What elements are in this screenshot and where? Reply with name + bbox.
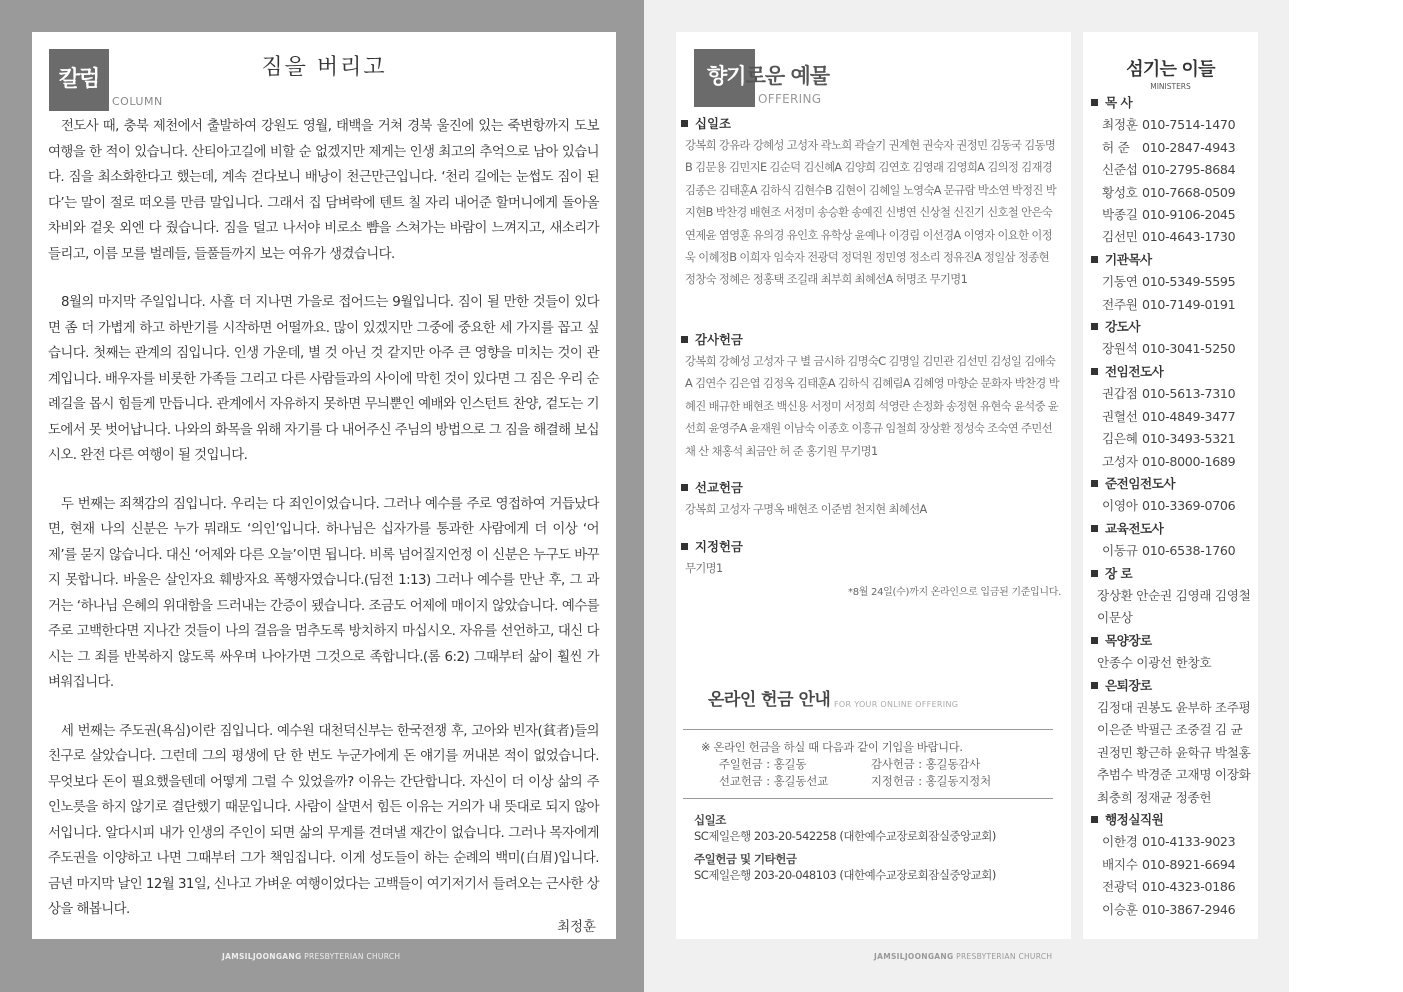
bullet-square-icon [1091, 323, 1098, 330]
section-heading [681, 478, 1061, 496]
minister-row [1091, 406, 1256, 428]
example-item: 선교헌금 : 홍길동선교 [719, 775, 829, 788]
offering-title [707, 60, 829, 90]
minister-group-heading [1091, 249, 1256, 271]
donor-names: 강복희 강유라 강혜성 고성자 곽노희 곽슬기 권계현 권숙자 권정민 김동국 김동명B 김문용 김민지E 김순덕 김신혜A 김양희 김연호 김영래 김영희A 김의정 김재경 김종은 김태훈A 김하식 김현수B 김현이 김혜일 노영숙A 문규람 박소연 박정진 박지현B 박찬경 배현조 서정미 송승환 송예진 신병연 신상철 신진기 신호철 안은숙 연제윤 염영훈 유의경 유인호 유학상 윤예나 이경림 이선경A 이영자 이요한 이정욱 이혜정B 이희자 임숙자 전광덕 정덕원 정민영 정소리 정유진A 정일삼 정종현 정창숙 정혜은 정홍택 조길래 최부희 최혜선A 허명조 무기명1 [685, 139, 1057, 287]
section-heading-label: 감사헌금 [695, 332, 743, 347]
minister-name: 김은혜 [1102, 431, 1138, 447]
column-tag-english: COLUMN [112, 95, 163, 108]
column-title: 짐을 버리고 [261, 55, 387, 80]
minister-group-label: 은퇴장로 [1105, 677, 1152, 693]
offering-section-designated [681, 537, 1061, 580]
minister-group-label: 교육전도사 [1105, 520, 1164, 536]
elder-names-line: 안종수 이광선 한창호 [1097, 655, 1212, 671]
minister-name: 박종길 [1102, 207, 1138, 223]
ministers-title: 섬기는 이들 [1126, 59, 1215, 80]
column-body [48, 114, 599, 923]
offering-title-part1: 향기 [707, 64, 746, 88]
minister-name: 고성자 [1102, 453, 1138, 469]
bullet-square-icon [1091, 525, 1098, 532]
minister-name: 전광덕 [1102, 879, 1138, 895]
minister-group-label: 목 사 [1105, 95, 1133, 110]
minister-row [1091, 114, 1256, 136]
elder-names-line: 김정대 권봉도 윤부하 조주평 [1097, 699, 1251, 715]
minister-name: 배지수 [1102, 856, 1138, 872]
footer-right-bold: JAMSILJOONGANG [874, 952, 954, 961]
minister-phone: 010-2795-8684 [1142, 162, 1236, 178]
ministers-panel [1083, 32, 1258, 939]
elder-names-line: 이은준 박필근 조중걸 김 균 [1097, 722, 1243, 738]
minister-row [1091, 428, 1256, 450]
minister-phone: 010-4323-0186 [1142, 879, 1236, 895]
column-paragraph: 8월의 마지막 주일입니다. 사흘 더 지나면 가을로 접어드는 9월입니다. 짐이 될 만한 것들이 있다면 좀 더 가볍게 하고 하반기를 시작하면 어떨까요. 많이 있겠지만 그중에 중요한 세 가지를 꼽고 싶습니다. 첫째는 관계의 짐입니다. 인생 가운데, 별 것 아닌 것 같지만 아주 큰 영향을 미치는 것이 관계입니다. 배우자를 비롯한 가족들 그리고 다른 사람들과의 사이에 막힌 것이 있다면 그 짐은 우리 순례길을 몹시 힘들게 만듭니다. 관계에서 자유하지 못하면 무늬뿐인 예배와 인스턴트 찬양, 겉도는 기도에서 못 벗어납니다. 나와의 화목을 위해 자기를 다 내어주신 주님의 방법으로 그 짐을 해결해 보십시오. 완전 다른 여행이 될 것입니다. [48, 295, 600, 463]
example-item: 주일헌금 : 홍길동 [719, 758, 807, 771]
minister-name: 권갑점 [1102, 386, 1138, 402]
minister-phone: 010-4849-3477 [1142, 408, 1236, 424]
footer-right-rest: PRESBYTERIAN CHURCH [953, 952, 1053, 961]
footer-left-bold: JAMSILJOONGANG [222, 952, 302, 961]
minister-name: 최정훈 [1102, 117, 1138, 133]
minister-group-heading [1091, 518, 1256, 540]
minister-row [1091, 204, 1256, 226]
account-value: SC제일은행 203-20-048103 (대한예수교장로회잠실중앙교회) [694, 868, 996, 882]
column-paragraph: 전도사 때, 충북 제천에서 출발하여 강원도 영월, 태백을 거쳐 경북 울진에 있는 죽변항까지 도보여행을 한 적이 있습니다. 산티아고길에 비할 순 없겠지만 제게는 인생 최고의 추억으로 남아 있습니다. 짐을 최소화한다고 했는데, 계속 걷다보니 배낭이 천근만근입니다. ‘천리 길에는 눈썹도 짐이 된다’는 말이 절로 떠오를 만큼 말입니다. 그래서 집 담벼락에 텐트 칠 자리 내어준 할머니에게 돌아올 차비와 겉옷 외엔 다 줬습니다. 짐을 덜고 나서야 비로소 뺨을 스쳐가는 바람이 느껴지고, 새소리가 들리고, 이름 모를 벌레들, 들풀들까지 보는 여유가 생겼습니다. [48, 119, 599, 262]
divider [683, 729, 1053, 730]
elder-names-line: 추범수 박경준 고재명 이장화 [1097, 767, 1251, 783]
offering-section-thanks [681, 330, 1061, 463]
footer-left [222, 952, 400, 961]
elder-names-line: 최충희 정재균 정종헌 [1097, 789, 1212, 805]
offering-section-tithe [681, 114, 1061, 292]
bullet-square-icon [681, 120, 688, 127]
account-general [694, 851, 996, 883]
minister-group-heading [1091, 630, 1256, 652]
minister-group-heading [1091, 675, 1256, 697]
minister-row [1091, 137, 1256, 159]
minister-row [1091, 338, 1256, 360]
bullet-square-icon [1091, 816, 1098, 823]
column-paragraph: 두 번째는 죄책감의 짐입니다. 우리는 다 죄인이었습니다. 그러나 예수를 주로 영접하여 거듭났다면, 현재 나의 신분은 누가 뭐래도 ‘의인’입니다. 하나님은 십자가를 통과한 사람에게 더 이상 ‘어제’를 묻지 않습니다. 대신 ‘어제와 다른 오늘’이면 됩니다. 비록 넘어질지언정 이 신분은 누구도 바꾸지 못합니다. 바울은 살인자요 훼방자요 폭행자였습니다.(딤전 1:13) 그러나 예수를 만난 후, 그 과거는 ‘하나님 은혜의 위대함을 드러내는 간증이 됐습니다. 조금도 어제에 매이지 않았습니다. 예수를 주로 고백한다면 지나간 것들이 나의 걸음을 멈추도록 방치하지 마십시오. 자유를 선언하고, 대신 다시는 그 죄를 반복하지 않도록 싸우며 나아가면 그것으로 족합니다.(롬 6:2) 그때부터 삶이 훨씬 가벼워집니다. [48, 496, 599, 690]
minister-name: 김선민 [1102, 229, 1138, 245]
minister-phone: 010-3041-5250 [1142, 341, 1236, 357]
minister-name: 이한경 [1102, 834, 1138, 850]
minister-name: 신준섭 [1102, 162, 1138, 178]
minister-group-heading [1091, 361, 1256, 383]
bullet-square-icon [681, 484, 688, 491]
minister-phone: 010-7514-1470 [1142, 117, 1236, 133]
section-heading-label: 십일조 [695, 116, 731, 131]
minister-row [1091, 831, 1256, 853]
minister-name: 이승훈 [1102, 901, 1138, 917]
ministers-list [1091, 92, 1256, 921]
column-panel [32, 32, 616, 939]
minister-phone: 010-6538-1760 [1142, 543, 1236, 559]
minister-group-heading [1091, 92, 1256, 114]
elder-names-line: 권정민 황근하 윤학규 박철홍 [1097, 744, 1251, 760]
minister-phone: 010-9106-2045 [1142, 207, 1236, 223]
minister-row [1091, 182, 1256, 204]
minister-phone: 010-3369-0706 [1142, 498, 1236, 514]
elder-names-line: 이문상 [1097, 610, 1133, 626]
minister-group-heading [1091, 473, 1256, 495]
minister-name: 장원석 [1102, 341, 1138, 357]
minister-row [1091, 495, 1256, 517]
column-tag: 칼럼 [49, 49, 109, 111]
minister-name: 허 준 [1102, 139, 1130, 155]
donor-names: 강복희 고성자 구명옥 배현조 이준범 천지현 최혜선A [685, 503, 927, 516]
column-paragraph: 세 번째는 주도권(욕심)이란 짐입니다. 예수원 대천덕신부는 한국전쟁 후, 고아와 빈자(貧者)들의 친구로 살았습니다. 그런데 그의 평생에 단 한 번도 누군가에게 돈 얘기를 꺼내본 적이 없었습니다. 무엇보다 돈이 필요했을텐데 어떻게 그럴 수 있었을까? 이유는 간단합니다. 자신이 더 이상 삶의 주인노릇을 하지 않기로 결단했기 때문입니다. 사람이 살면서 힘든 이유는 거의가 내 뜻대로 되지 않아서입니다. 알다시피 내가 인생의 주인이 되면 삶의 무게를 견뎌낼 재간이 없습니다. 그러나 목자에게 주도권을 이양하고 나면 그때부터 그가 책임집니다. 이게 성도들이 하는 순례의 백미(白眉)입니다. 금년 마지막 날인 12월 31일, 신나고 가벼운 여행이었다는 고백들이 여기저기서 들려오는 근사한 상상을 해봅니다. [48, 723, 599, 917]
account-label: 주일헌금 및 기타헌금 [694, 852, 797, 866]
minister-name: 이동규 [1102, 543, 1138, 559]
section-heading [681, 114, 1061, 132]
section-heading-label: 선교헌금 [695, 480, 743, 495]
bullet-square-icon [1091, 480, 1098, 487]
section-heading-label: 지정헌금 [695, 539, 743, 554]
offering-title-part2: 로운 예물 [745, 64, 830, 88]
minister-group-label: 행정실직원 [1105, 812, 1164, 827]
account-tithe [694, 812, 996, 844]
minister-phone: 010-4643-1730 [1142, 229, 1236, 245]
minister-group-label: 장 로 [1105, 565, 1133, 581]
minister-name: 전주원 [1102, 296, 1138, 312]
minister-phone: 010-3493-5321 [1142, 431, 1236, 447]
online-offering-notice: ※ 온라인 헌금을 하실 때 다음과 같이 기입을 바랍니다. [701, 741, 963, 754]
footer-left-rest: PRESBYTERIAN CHURCH [301, 952, 401, 961]
bullet-square-icon [1091, 368, 1098, 375]
minister-name: 기동연 [1102, 274, 1138, 290]
minister-row [1091, 854, 1256, 876]
minister-row [1091, 899, 1256, 921]
offering-section-mission [681, 478, 1061, 521]
minister-phone: 010-5613-7310 [1142, 386, 1236, 402]
minister-phone: 010-4133-9023 [1142, 834, 1236, 850]
minister-row [1091, 159, 1256, 181]
online-offering-title: 온라인 헌금 안내 [708, 690, 831, 710]
elder-names-line: 장상환 안순권 김영래 김영철 [1097, 587, 1251, 603]
footer-right [874, 952, 1052, 961]
minister-group-label: 목양장로 [1105, 632, 1152, 648]
bullet-square-icon [1091, 682, 1098, 689]
bullet-square-icon [1091, 637, 1098, 644]
donor-names: 무기명1 [685, 562, 723, 575]
minister-group-label: 전임전도사 [1105, 363, 1164, 379]
minister-phone: 010-3867-2946 [1142, 901, 1236, 917]
minister-phone: 010-8000-1689 [1142, 453, 1236, 469]
minister-row [1091, 540, 1256, 562]
minister-group-label: 기관목사 [1105, 251, 1152, 267]
column-author: 최정훈 [557, 920, 596, 935]
minister-row [1091, 383, 1256, 405]
minister-row [1091, 876, 1256, 898]
offering-panel [676, 32, 1071, 939]
minister-phone: 010-8921-6694 [1142, 856, 1236, 872]
minister-row [1091, 271, 1256, 293]
divider [683, 798, 1053, 799]
minister-phone: 010-7668-0509 [1142, 184, 1236, 200]
minister-row [1091, 294, 1256, 316]
ministers-title-english: MINISTERS [1150, 82, 1191, 91]
minister-name: 이영아 [1102, 498, 1138, 514]
minister-name: 권혈선 [1102, 408, 1138, 424]
minister-group-heading [1091, 316, 1256, 338]
minister-row [1091, 226, 1256, 248]
minister-group-label: 준전임전도사 [1105, 475, 1175, 491]
section-heading [681, 330, 1061, 348]
online-offering-title-english: FOR YOUR ONLINE OFFERING [834, 700, 959, 709]
minister-phone: 010-2847-4943 [1142, 139, 1236, 155]
minister-group-heading [1091, 563, 1256, 585]
donor-names: 강복희 강혜성 고성자 구 별 금시하 김명숙C 김명일 김민관 김선민 김성일 김애숙A 김연수 김은엽 김정옥 김태훈A 김하식 김혜림A 김혜영 마향순 문화자 박찬경 박혜진 배규한 배현조 백신용 서정미 서정희 석영란 손정화 송정현 유현숙 윤석중 윤선희 윤영주A 윤재원 이남숙 이종호 이흥규 임철희 장상환 정성숙 조숙연 주민선 채 산 채홍석 최금안 허 준 홍기원 무기명1 [685, 355, 1059, 458]
account-value: SC제일은행 203-20-542258 (대한예수교장로회잠실중앙교회) [694, 829, 996, 843]
offering-tag-english: OFFERING [758, 92, 822, 106]
bullet-square-icon [1091, 256, 1098, 263]
minister-group-label: 강도사 [1105, 319, 1140, 335]
example-item: 지정헌금 : 홍길동지정처 [871, 775, 992, 788]
minister-phone: 010-7149-0191 [1142, 296, 1236, 312]
account-label: 십일조 [694, 813, 726, 827]
bullet-square-icon [1091, 99, 1098, 106]
bullet-square-icon [1091, 570, 1098, 577]
minister-row [1091, 451, 1256, 473]
minister-group-heading [1091, 809, 1256, 831]
example-item: 감사헌금 : 홍길동감사 [871, 758, 981, 771]
bullet-square-icon [681, 336, 688, 343]
section-heading [681, 537, 1061, 555]
minister-phone: 010-5349-5595 [1142, 274, 1236, 290]
bullet-square-icon [681, 543, 688, 550]
margin-area [1289, 0, 1403, 992]
minister-name: 황성호 [1102, 184, 1138, 200]
offering-note: *8월 24일(수)까지 온라인으로 입금된 기준입니다. [848, 587, 1061, 598]
